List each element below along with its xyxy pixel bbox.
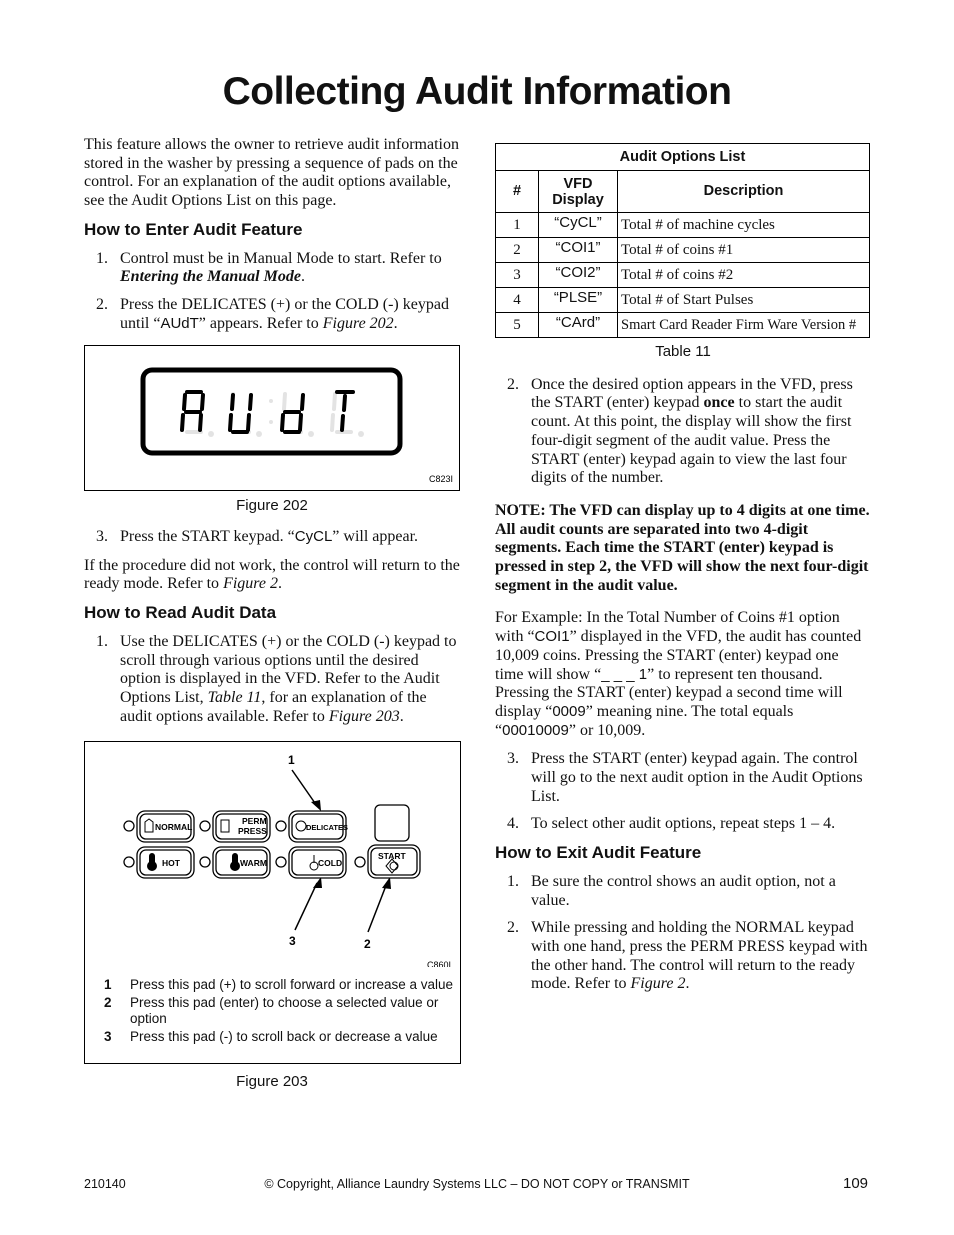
exit-steps [495,873,871,994]
svg-text:COLD: COLD [318,858,343,869]
svg-text:HOT: HOT [162,858,180,869]
table-title: Audit Options List [496,144,870,171]
table-row: 1 “CyCL” Total # of machine cycles [496,213,870,238]
vfd-code: CyCL [294,528,333,546]
col-vfd: VFD Display [539,171,618,213]
svg-text:PRESS: PRESS [238,826,267,837]
page-title: Collecting Audit Information [222,70,732,113]
callout-3: 3 [289,934,296,949]
document-number: 210140 [84,1177,126,1191]
enter-step-2: 2. Press the DELICATES (+) or the COLD (-) keypad until “AUdT” appears. Refer to Figure 202. [96,295,449,332]
figure-202-code: C823I [429,474,454,485]
figure-203 [84,741,461,1064]
svg-text:START: START [378,851,406,862]
enter-step-1: 1. Control must be in Manual Mode to start. Refer to Entering the Manual Mode. [96,249,442,286]
vfd-code: AUdT [160,314,199,332]
exit-step-1: 1. Be sure the control shows an audit option, not a value. [507,872,836,909]
figure-reference: Figure 202 [322,314,394,332]
keypad-illustration [85,742,460,967]
figure-203-legend [85,977,460,1046]
read-steps [84,633,460,727]
read-step-2: 2. Once the desired option appears in the VFD, press the START (enter) keypad once to start the audit count. At this point, the display will show the first four-digit segment of the audit value. Press the START (enter) keypad again to view the last four digits of the number. [507,375,853,487]
svg-text:WARM: WARM [240,858,267,869]
figure-203-code: C860I [427,960,452,968]
copyright-notice: © Copyright, Alliance Laundry Systems LLC – DO NOT COPY or TRANSMIT [264,1177,690,1191]
table-row: 4 “PLSE” Total # of Start Pulses [496,288,870,313]
read-steps-final [495,750,871,834]
col-number: # [496,171,539,213]
left-column [84,136,460,1104]
legend-item: 1 Press this pad (+) to scroll forward or increase a value [104,977,454,993]
enter-step-3: 3. Press the START keypad. “CyCL” will appear. [96,528,419,546]
callout-2: 2 [364,937,371,952]
vfd-segments [182,392,353,432]
note-paragraph: NOTE: The VFD can display up to 4 digits at one time. All audit counts are separated into two 4-digit segments. Each time the START (enter) keypad is pressed in step 2, the VFD will show the next four-digit segment in the audit value. [495,501,870,594]
enter-steps-cont [84,528,460,547]
table-row: 3 “COI2” Total # of coins #2 [496,263,870,288]
svg-text:DELICATES: DELICATES [306,823,348,833]
read-steps-cont [495,376,871,488]
figure-203-caption: Figure 203 [236,1073,308,1091]
read-heading: How to Read Audit Data [84,603,277,623]
manual-mode-reference: Entering the Manual Mode [120,268,301,286]
enter-heading: How to Enter Audit Feature [84,219,303,239]
read-step-4: 4. To select other audit options, repeat steps 1 – 4. [507,815,836,833]
audit-options-table [495,143,870,338]
figure-202 [84,345,460,491]
exit-step-2: 2. While pressing and holding the NORMAL keypad with one hand, press the PERM PRESS keypad with the other hand. The control will return to the ready mode. Refer to Figure 2. [507,919,868,993]
page-number: 109 [843,1175,869,1192]
legend-item: 2 Press this pad (enter) to choose a selected value or option [104,994,439,1027]
figure-202-caption: Figure 202 [236,497,308,515]
table-header-row [496,171,870,213]
read-step-1: 1. Use the DELICATES (+) or the COLD (-) keypad to scroll through various options until the desired option is displayed in the VFD. Refer to the Audit Options List, Table 11, for an explanation of the audit options available. Refer to Figure 203. [96,632,457,725]
svg-text:PERM: PERM [242,816,267,827]
example-paragraph: For Example: In the Total Number of Coins #1 option with “COI1” displayed in the VFD, the audit has counted 10,009 coins. Pressing the START (enter) keypad one time will show “_ _ _ 1” to represent ten thousand. Pressing the START (enter) keypad a second time will display “0009” meaning nine. The total equals “00010009” or 10,009. [495,609,862,739]
exit-heading: How to Exit Audit Feature [495,843,702,863]
enter-steps [84,250,460,334]
col-description: Description [618,171,870,213]
vfd-display-illustration [85,346,459,490]
fail-paragraph: If the procedure did not work, the control will return to the ready mode. Refer to Figure 2. [84,556,460,593]
legend-item: 3 Press this pad (-) to scroll back or decrease a value [104,1028,438,1044]
table-row: 2 “COI1” Total # of coins #1 [496,238,870,263]
svg-text:NORMAL: NORMAL [155,822,193,833]
intro-paragraph: This feature allows the owner to retrieve audit information stored in the washer by pressing a sequence of pads on the control. For an explanation of the audit options available, see the Audit Options List on this page. [84,136,459,210]
table-row: 5 “CArd” Smart Card Reader Firm Ware Version # [496,313,870,338]
read-step-3: 3. Press the START (enter) keypad again. The control will go to the next audit option in the Audit Options List. [507,750,863,805]
right-column [495,143,871,1004]
callout-1: 1 [288,753,295,768]
table-caption: Table 11 [655,343,711,360]
